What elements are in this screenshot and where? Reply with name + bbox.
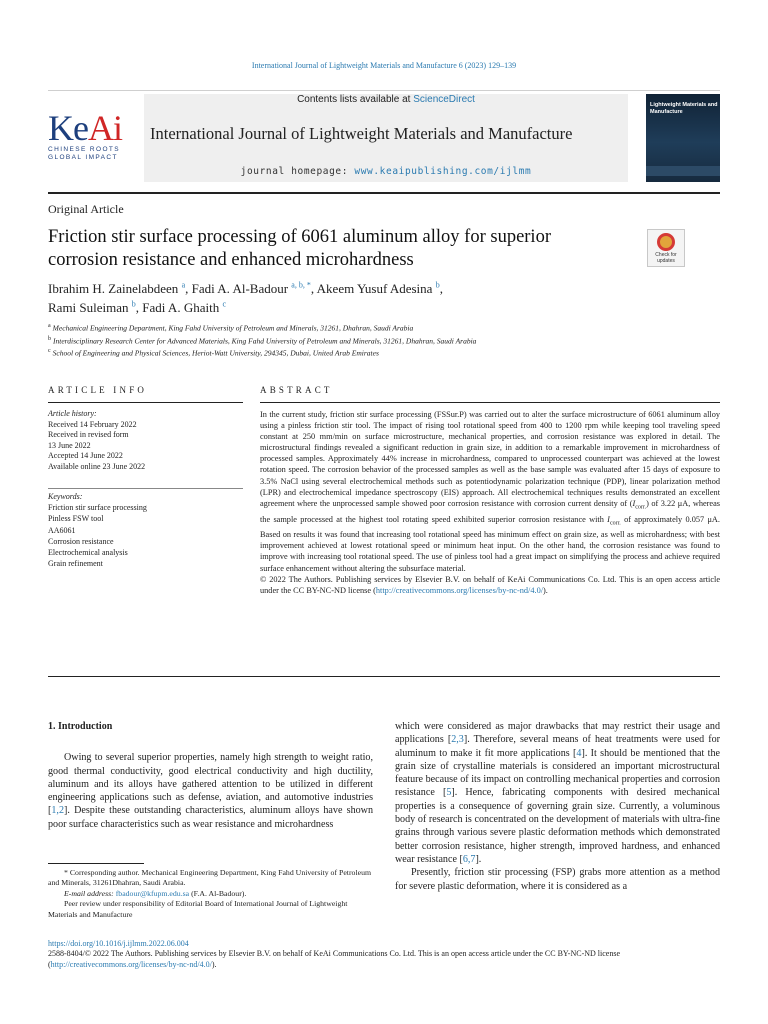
intro-paragraph: Owing to several superior properties, namely high strength to weight ratio, good thermal conductivity, good electrical conductivity and high ductility, aluminum and its alloys have gathered attention to be utilized in different engineering applications such as defense, aviation, and automotive industries [1,2]. Despite these outstanding characteristics, aluminum alloys have shown poor surface characteristics such as wear resistance and microhardness [48, 752, 373, 830]
journal-homepage-line: journal homepage: www.keaipublishing.com/ijlmm [240, 166, 532, 177]
affiliation-item: $^c$ School of Engineering and Physical Sciences, Heriot-Watt University, 294345, Dubai, United Arab Emirates [48, 348, 379, 358]
keyword-item: Pinless FSW tool [48, 514, 104, 524]
email-note: E-mail address: fbadour@kfupm.edu.sa (F.A. Al-Badour). [64, 888, 247, 898]
logo-tagline-2: GLOBAL IMPACT [48, 154, 118, 161]
keyword-item: AA6061 [48, 525, 76, 535]
header-bottom-divider [48, 192, 720, 194]
author-affiliation-mark[interactable]: a, b, * [291, 280, 311, 290]
logo-wordmark: KeAi [48, 108, 122, 148]
citation-link[interactable]: 1,2 [51, 805, 64, 817]
abstract-copyright: © 2022 The Authors. Publishing services by Elsevier B.V. on behalf of KeAi Communications Co. Ltd. This is an open access article under the CC BY-NC-ND license (http://creativecommons.org/licenses/by-nc-nd/4.0/). [260, 574, 720, 595]
affiliation-item: $^a$ Mechanical Engineering Department, King Fahd University of Petroleum and Minerals, 31261, Dhahran, Saudi Arabia [48, 323, 414, 333]
intro-paragraph: which were considered as major drawbacks that may restrict their usage and applications [2,3]. Therefore, several means of heat treatments were used for aluminum to make it fit more applications [4]. It should be mentioned that the grain size of crystalline materials is considered an important microstructural feature because of its impact on controlling mechanical properties and corrosion resistance [5]. Hence, fabricating components with desired mechanical properties is a consequence of governing grain size. Currently, a voluminous body of research is concentrated on the development of materials with ultra-fine grains through various severe plastic deformation methods which demonstrated better corrosion resistance, higher strength, improved hardness, and enhanced wear resistance [6,7]. [395, 721, 720, 865]
intro-paragraph: Presently, friction stir processing (FSP) grabs more attention as a method for severe plastic deformation, where it is considered as a [395, 867, 720, 892]
author-list: Ibrahim H. Zainelabdeen $^a$, Fadi A. Al-Badour $^{a, b, *}$, Akeem Yusuf Adesina $^b$, Rami Suleiman $^b$, Fadi A. Ghaith $^c$ [48, 280, 443, 315]
journal-homepage-link[interactable]: www.keaipublishing.com/ijlmm [354, 166, 532, 177]
keyword-item: Friction stir surface processing [48, 503, 147, 513]
logo-tagline-1: CHINESE ROOTS [48, 146, 121, 153]
journal-citation-link[interactable]: International Journal of Lightweight Materials and Manufacture 6 (2023) 129–139 [251, 61, 517, 70]
citation-link[interactable]: 6,7 [462, 853, 476, 865]
abstract-text: In the current study, friction stir surface processing (FSSur.P) was carried out to alter the surface microstructure of 6061 aluminum alloy using a pinless friction stir tool. The impact of rising tool rotational speed from 400 to 1200 rpm while keeping tool traveling speed constant at 250 mm/min on surface microstructure, mechanical properties, and corrosion resistance was explored in detail. The microstructural findings revealed a significant reduction in grain size, in addition to a remarkable improvement in microhardness of processed samples. Approximately 44% increase in microhardness, compared to unprocessed counterpart was achieved at the lowest rotation speed. The corrosion behavior of the processed samples as well as the base sample was evaluated after 15 days of exposure to 3.5% NaCl using several electrochemical methods such as potentiodynamic polarization technique (PDP), linear polarization method (LPR) and electrochemical impedance spectroscopy (EIS) approach. All electrochemical techniques results demonstrated an excellent agreement where the unprocessed sample showed poor corrosion resistance with corrosion current density of $(I_{corr.})$ of 3.22 μA, whereas the sample processed at the highest tool rotating speed exhibited superior corrosion resistance with $I_{corr.}$ of approximately 0.057 μA. Based on results it was found that increasing tool rotational speed has minimum effect on grain size, as well as microhardness; with best improvement achieved at lowest rotational speed or minimum heat input. On the other hand, the corrosion resistance was found to improve with increasing tool rotational speed. The use of pinless tool had a great impact on simplifying the process and achieve required surface enhancement without altering the subsurface material. [260, 410, 721, 573]
keyword-item: Electrochemical analysis [48, 548, 128, 558]
keyword-item: Corrosion resistance [48, 536, 114, 546]
author-affiliation-mark[interactable]: b [131, 299, 136, 309]
author-name[interactable]: Fadi A. Ghaith [142, 300, 220, 315]
history-item: Received in revised form [48, 430, 129, 439]
article-info-divider [48, 402, 243, 403]
contents-available-line: Contents lists available at ScienceDirect [297, 94, 475, 105]
keywords [48, 491, 243, 569]
copyright-notice: 2588-8404/© 2022 The Authors. Publishing services by Elsevier B.V. on behalf of KeAi Communications Co. Ltd. This is an open access article under the CC BY-NC-ND license (http://creativecommons.org/licenses/by-nc-nd/4.0/). [48, 949, 620, 969]
crossmark-icon [657, 233, 675, 251]
history-item: Received 14 February 2022 [48, 419, 137, 429]
license-link[interactable]: http://creativecommons.org/licenses/by-nc-nd/4.0/ [375, 585, 544, 595]
abstract-body [260, 409, 720, 596]
corresponding-author-note: * Corresponding author. Mechanical Engineering Department, King Fahd University of Petroleum and Minerals, 31261Dhahran, Saudi Arabia. [48, 868, 372, 888]
keywords-label: Keywords: [48, 492, 83, 501]
body-left-column [48, 720, 373, 831]
keyword-item: Grain refinement [48, 559, 103, 569]
history-item: Accepted 14 June 2022 [48, 451, 123, 460]
affiliation-list [48, 321, 688, 359]
author-name[interactable]: Akeem Yusuf Adesina [316, 281, 433, 296]
cover-footer-band [646, 166, 720, 176]
history-item: Available online 23 June 2022 [48, 461, 146, 471]
keai-logo[interactable] [48, 110, 144, 162]
citation-link[interactable]: 4 [576, 747, 582, 759]
author-affiliation-mark[interactable]: c [222, 299, 227, 309]
citation-link[interactable]: 5 [446, 787, 452, 799]
keywords-divider [48, 488, 243, 489]
abstract-divider [260, 402, 720, 403]
article-type: Original Article [48, 202, 124, 216]
abstract-heading: ABSTRACT [260, 385, 333, 395]
sciencedirect-link[interactable]: ScienceDirect [413, 94, 475, 105]
history-item: 13 June 2022 [48, 440, 91, 450]
author-name[interactable]: Ibrahim H. Zainelabdeen [48, 281, 179, 296]
header-top-divider [48, 90, 720, 91]
body-right-column [395, 720, 720, 893]
footnote-divider [48, 863, 144, 864]
license-link[interactable]: http://creativecommons.org/licenses/by-nc-nd/4.0/ [50, 959, 212, 969]
affiliation-item: $^b$ Interdisciplinary Research Center for Advanced Materials, King Fahd University of Petroleum and Minerals, 31261, Dhahran, Saudi Arabia [48, 335, 477, 345]
journal-name: International Journal of Lightweight Materials and Manufacture [150, 124, 573, 143]
footnotes [48, 868, 373, 920]
abstract-end-divider [48, 676, 720, 677]
author-name[interactable]: Fadi A. Al-Badour [191, 281, 289, 296]
introduction-heading: 1. Introduction [48, 721, 113, 732]
author-affiliation-mark[interactable]: b [435, 280, 440, 290]
cover-title: Lightweight Materials and Manufacture [650, 102, 718, 115]
history-label: Article history: [48, 409, 97, 418]
author-affiliation-mark[interactable]: a [181, 280, 186, 290]
check-for-updates-label: Check for updates [655, 252, 677, 264]
citation-link[interactable]: 2,3 [451, 734, 464, 746]
article-history [48, 409, 243, 472]
article-title: Friction stir surface processing of 6061 aluminum alloy for superior corrosion resistance and enhanced microhardness [48, 227, 551, 270]
author-name[interactable]: Rami Suleiman [48, 300, 129, 315]
article-info-heading: ARTICLE INFO [48, 385, 148, 395]
peer-review-note: Peer review under responsibility of Editorial Board of International Journal of Lightweight Materials and Manufacture [48, 899, 348, 919]
doi-link[interactable]: https://doi.org/10.1016/j.ijlmm.2022.06.004 [48, 939, 189, 948]
email-link[interactable]: fbadour@kfupm.edu.sa [115, 888, 190, 898]
